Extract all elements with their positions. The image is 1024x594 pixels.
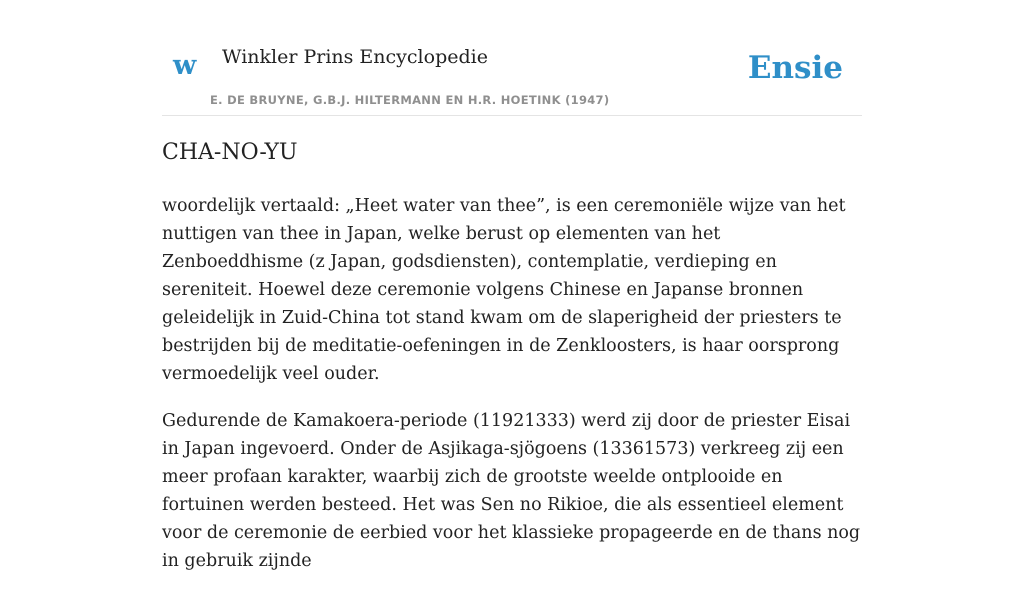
ensie-logo-link[interactable]: Ensie <box>747 50 843 86</box>
article-body <box>162 192 862 594</box>
article-paragraph: woordelijk vertaald: „Heet water van thee”, is een ceremoniële wijze van het nuttigen van thee in Japan, welke berust op elementen van het Zenboeddhisme (z Japan, godsdiensten), contemplatie, verdieping en sereniteit. Hoewel deze ceremonie volgens Chinese en Japanse bronnen geleidelijk in Zuid-China tot stand kwam om de slaperigheid der priesters te bestrijden bij de meditatie-oefeningen in de Zenkloosters, is haar oorsprong vermoedelijk veel ouder. <box>162 196 846 384</box>
encyclopedia-title[interactable]: Winkler Prins Encyclopedie <box>222 46 488 68</box>
article-paragraph: Gedurende de Kamakoera-periode (11921333) werd zij door de priester Eisai in Japan ingevoerd. Onder de Asjikaga-sjögoens (13361573) verkreeg zij een meer profaan karakter, waarbij zich de grootste weelde ontplooide en fortuinen werden besteed. Het was Sen no Rikioe, die als essentieel element voor de ceremonie de eerbied voor het klassieke propageerde en de thans nog in gebruik zijnde <box>162 411 861 571</box>
site-header <box>162 0 862 116</box>
article-title: CHA-NO-YU <box>162 140 298 165</box>
encyclopedia-authors: E. DE BRUYNE, G.B.J. HILTERMANN EN H.R. HOETINK (1947) <box>210 93 610 107</box>
encyclopedia-logo[interactable]: w <box>173 50 197 81</box>
